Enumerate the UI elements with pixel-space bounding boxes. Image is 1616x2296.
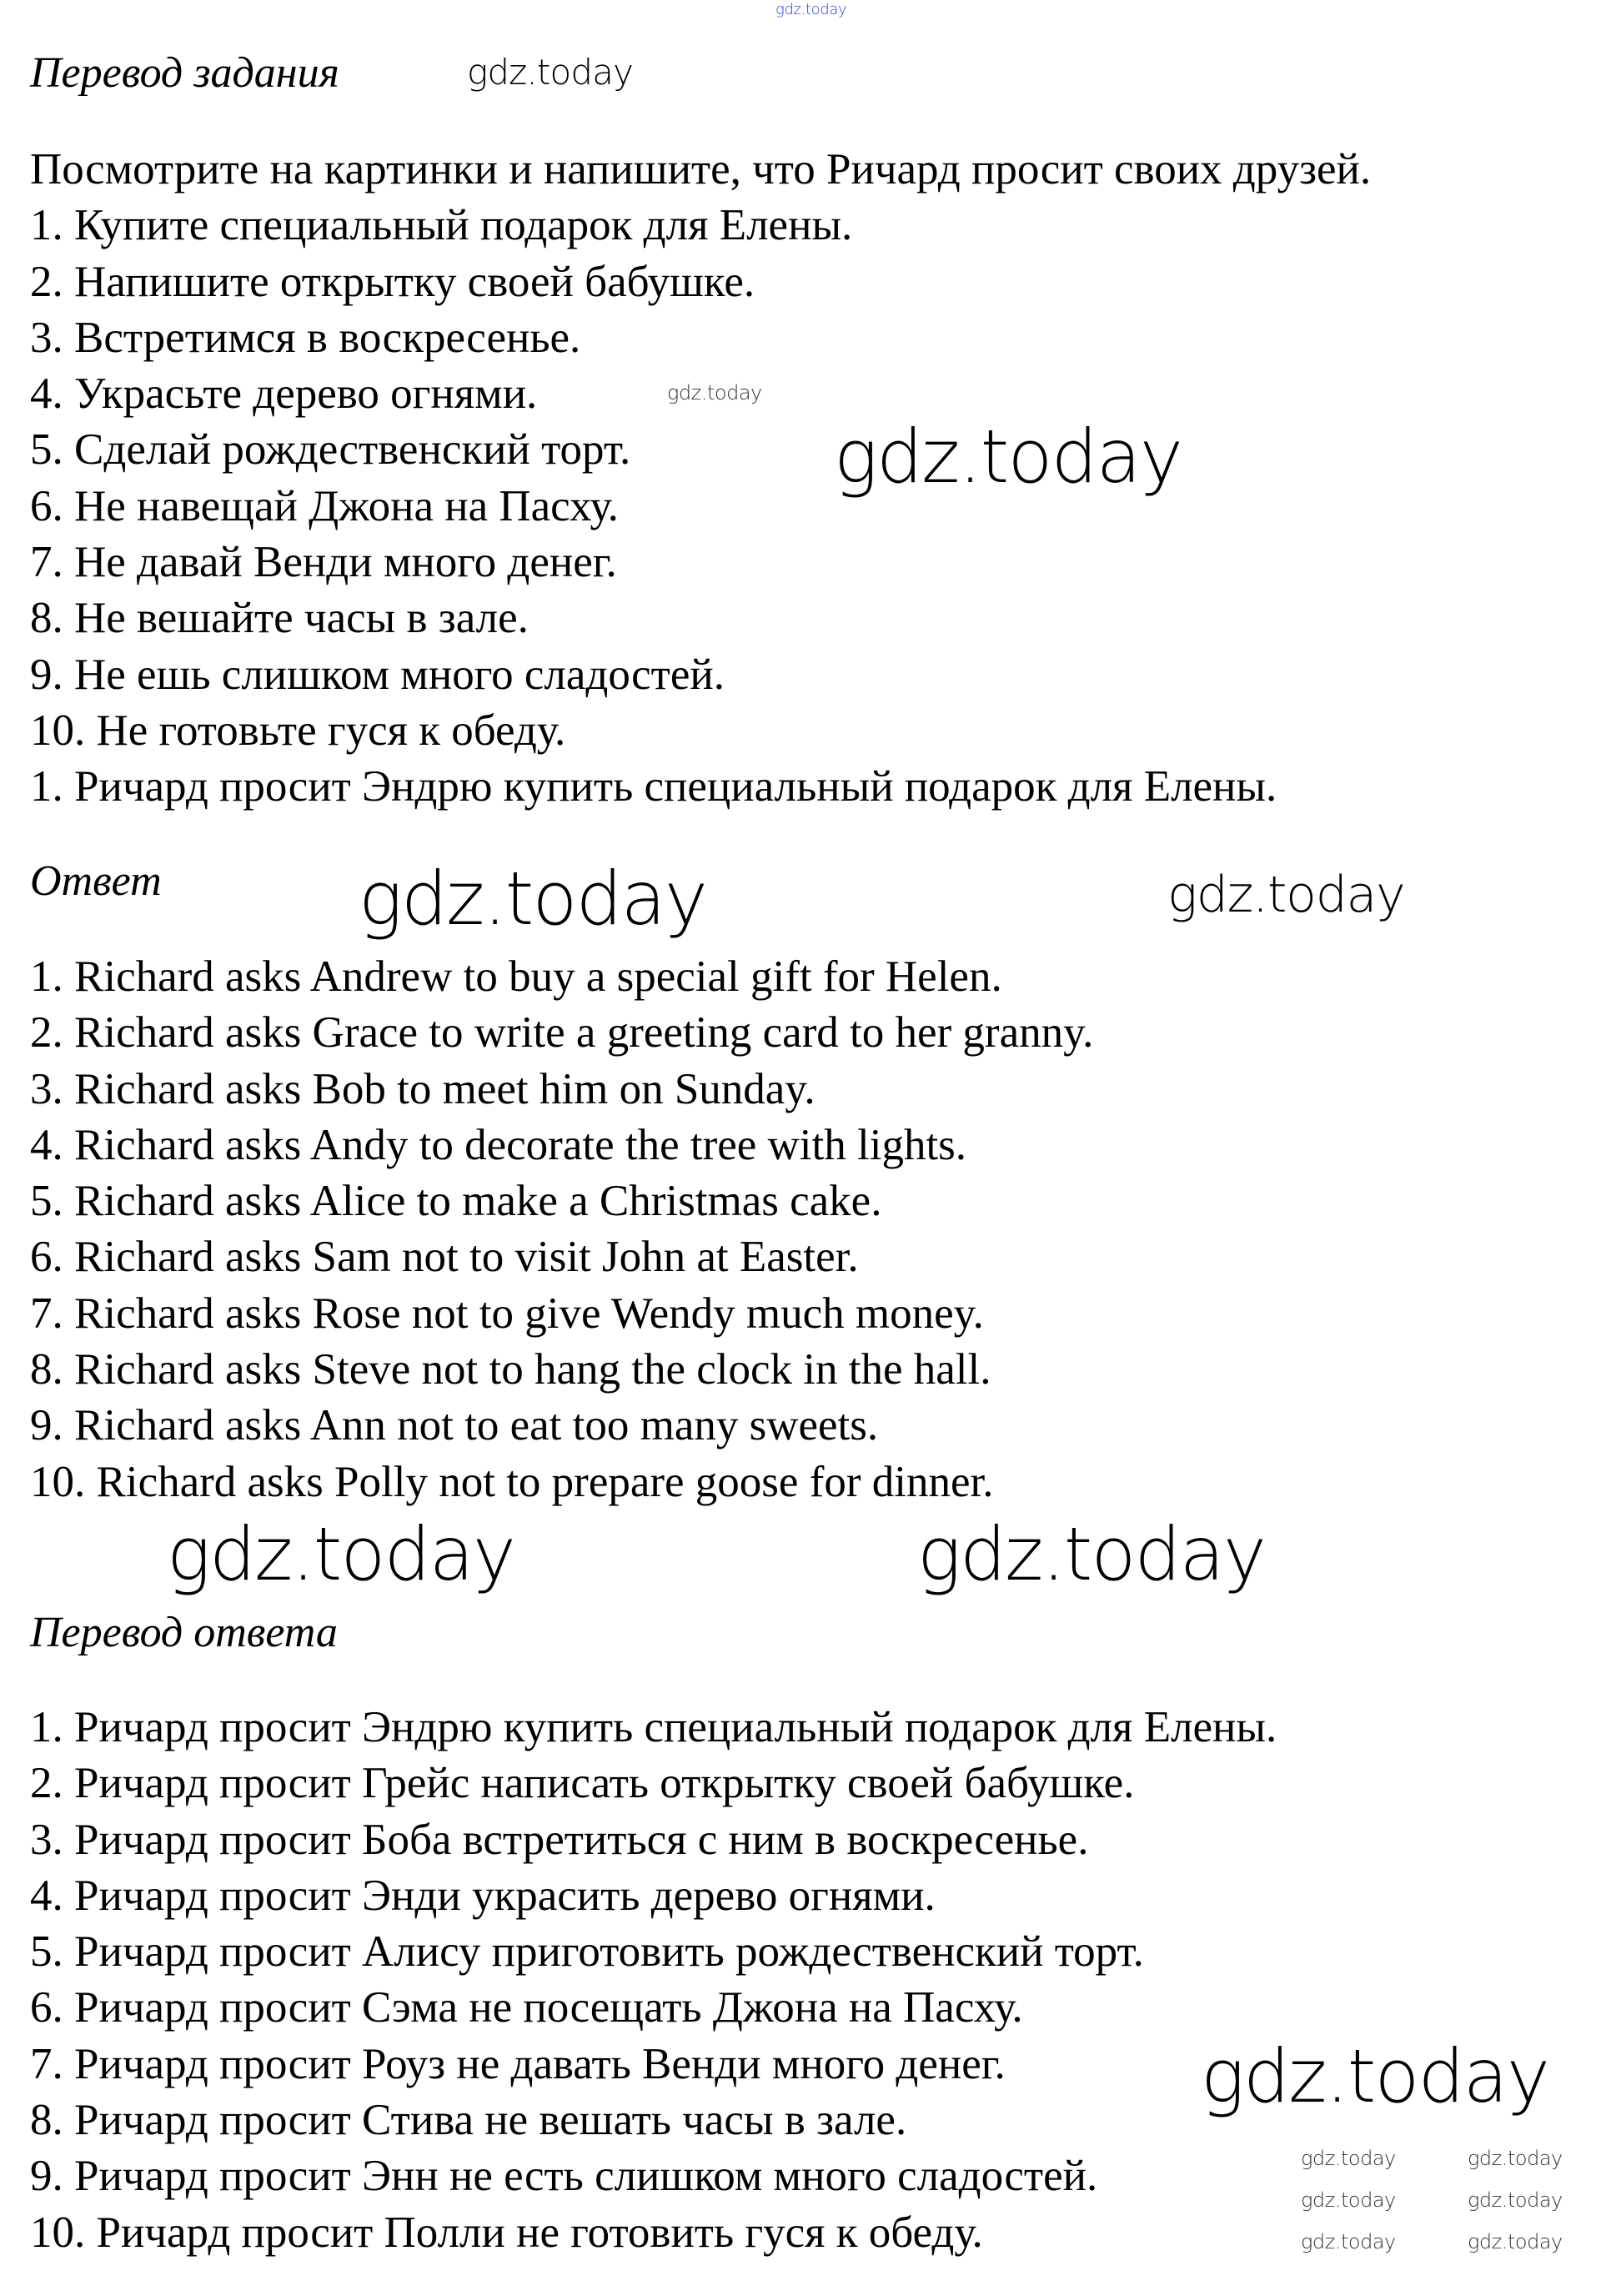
list-item: 9. Ричард просит Энн не есть слишком много сладостей. <box>30 2152 1098 2201</box>
list-item: 7. Ричард просит Роуз не давать Венди много денег. <box>30 2039 1006 2088</box>
list-item: 4. Richard asks Andy to decorate the tree with lights. <box>30 1120 967 1169</box>
watermark: gdz.today <box>1468 2230 1563 2253</box>
answer-translation-heading: Перевод ответа <box>30 1609 338 1656</box>
instruction-text: Посмотрите на картинки и напишите, что Ричард просит своих друзей. <box>30 145 1372 193</box>
list-item: 2. Напишите открытку своей бабушке. <box>30 257 755 306</box>
list-item: 8. Ричард просит Стива не вешать часы в зале. <box>30 2096 907 2145</box>
watermark: gdz.today <box>1301 2147 1396 2170</box>
answer-heading: Ответ <box>30 857 162 905</box>
watermark: gdz.today <box>1301 2230 1396 2253</box>
list-item: 2. Richard asks Grace to write a greeting card to her granny. <box>30 1008 1094 1058</box>
list-item: 5. Сделай рождественский торт. <box>30 425 631 475</box>
list-item: 2. Ричард просит Грейс написать открытку своей бабушке. <box>30 1759 1135 1808</box>
watermark: gdz.today <box>1201 2033 1549 2119</box>
list-item: 9. Не ешь слишком много сладостей. <box>30 650 725 699</box>
list-item: 1. Richard asks Andrew to buy a special gift for Helen. <box>30 952 1002 1001</box>
watermark: gdz.today <box>667 381 762 404</box>
watermark: gdz.today <box>834 414 1182 500</box>
answer-translation-block <box>30 1700 1277 2261</box>
list-item: 1. Ричард просит Эндрю купить специальный подарок для Елены. <box>30 1703 1277 1751</box>
list-item: 6. Richard asks Sam not to visit John at Easter. <box>30 1233 859 1282</box>
watermark: gdz.today <box>167 1511 515 1597</box>
task-translation-heading: Перевод задания <box>30 49 339 97</box>
list-item: 10. Не готовьте гуся к обеду. <box>30 706 566 755</box>
watermark: gdz.today <box>1167 866 1405 924</box>
list-item: 9. Richard asks Ann not to eat too many sweets. <box>30 1401 879 1450</box>
watermark: gdz.today <box>467 52 634 93</box>
list-item: 3. Встретимся в воскресенье. <box>30 313 581 362</box>
list-item: 1. Купите специальный подарок для Елены. <box>30 201 853 250</box>
watermark: gdz.today <box>1301 2188 1396 2212</box>
list-item: 5. Ричард просит Алису приготовить рождественский торт. <box>30 1927 1144 1977</box>
watermark: gdz.today <box>775 1 847 18</box>
watermark: gdz.today <box>917 1511 1266 1597</box>
list-item: 7. Не давай Венди много денег. <box>30 538 617 587</box>
list-item: 3. Richard asks Bob to meet him on Sunday. <box>30 1064 816 1113</box>
list-item: 7. Richard asks Rose not to give Wendy much money. <box>30 1289 984 1338</box>
list-item: 10. Richard asks Polly not to prepare goose for dinner. <box>30 1457 994 1506</box>
list-item: 6. Не навещай Джона на Пасху. <box>30 481 619 530</box>
list-item: 4. Ричард просит Энди украсить дерево огнями. <box>30 1871 936 1920</box>
watermark: gdz.today <box>359 856 707 942</box>
list-item: 8. Не вешайте часы в зале. <box>30 594 529 643</box>
list-item: 1. Ричард просит Эндрю купить специальный подарок для Елены. <box>30 762 1277 811</box>
answer-block <box>30 949 1093 1510</box>
list-item: 5. Richard asks Alice to make a Christmas cake. <box>30 1177 882 1226</box>
list-item: 8. Richard asks Steve not to hang the clock in the hall. <box>30 1345 991 1394</box>
list-item: 4. Украсьте дерево огнями. <box>30 369 538 419</box>
watermark: gdz.today <box>1468 2188 1563 2212</box>
list-item: 10. Ричард просит Полли не готовить гуся к обеду. <box>30 2208 983 2257</box>
list-item: 6. Ричард просит Сэма не посещать Джона на Пасху. <box>30 1983 1023 2032</box>
list-item: 3. Ричард просит Боба встретиться с ним в воскресенье. <box>30 1815 1089 1864</box>
watermark: gdz.today <box>1468 2147 1563 2170</box>
